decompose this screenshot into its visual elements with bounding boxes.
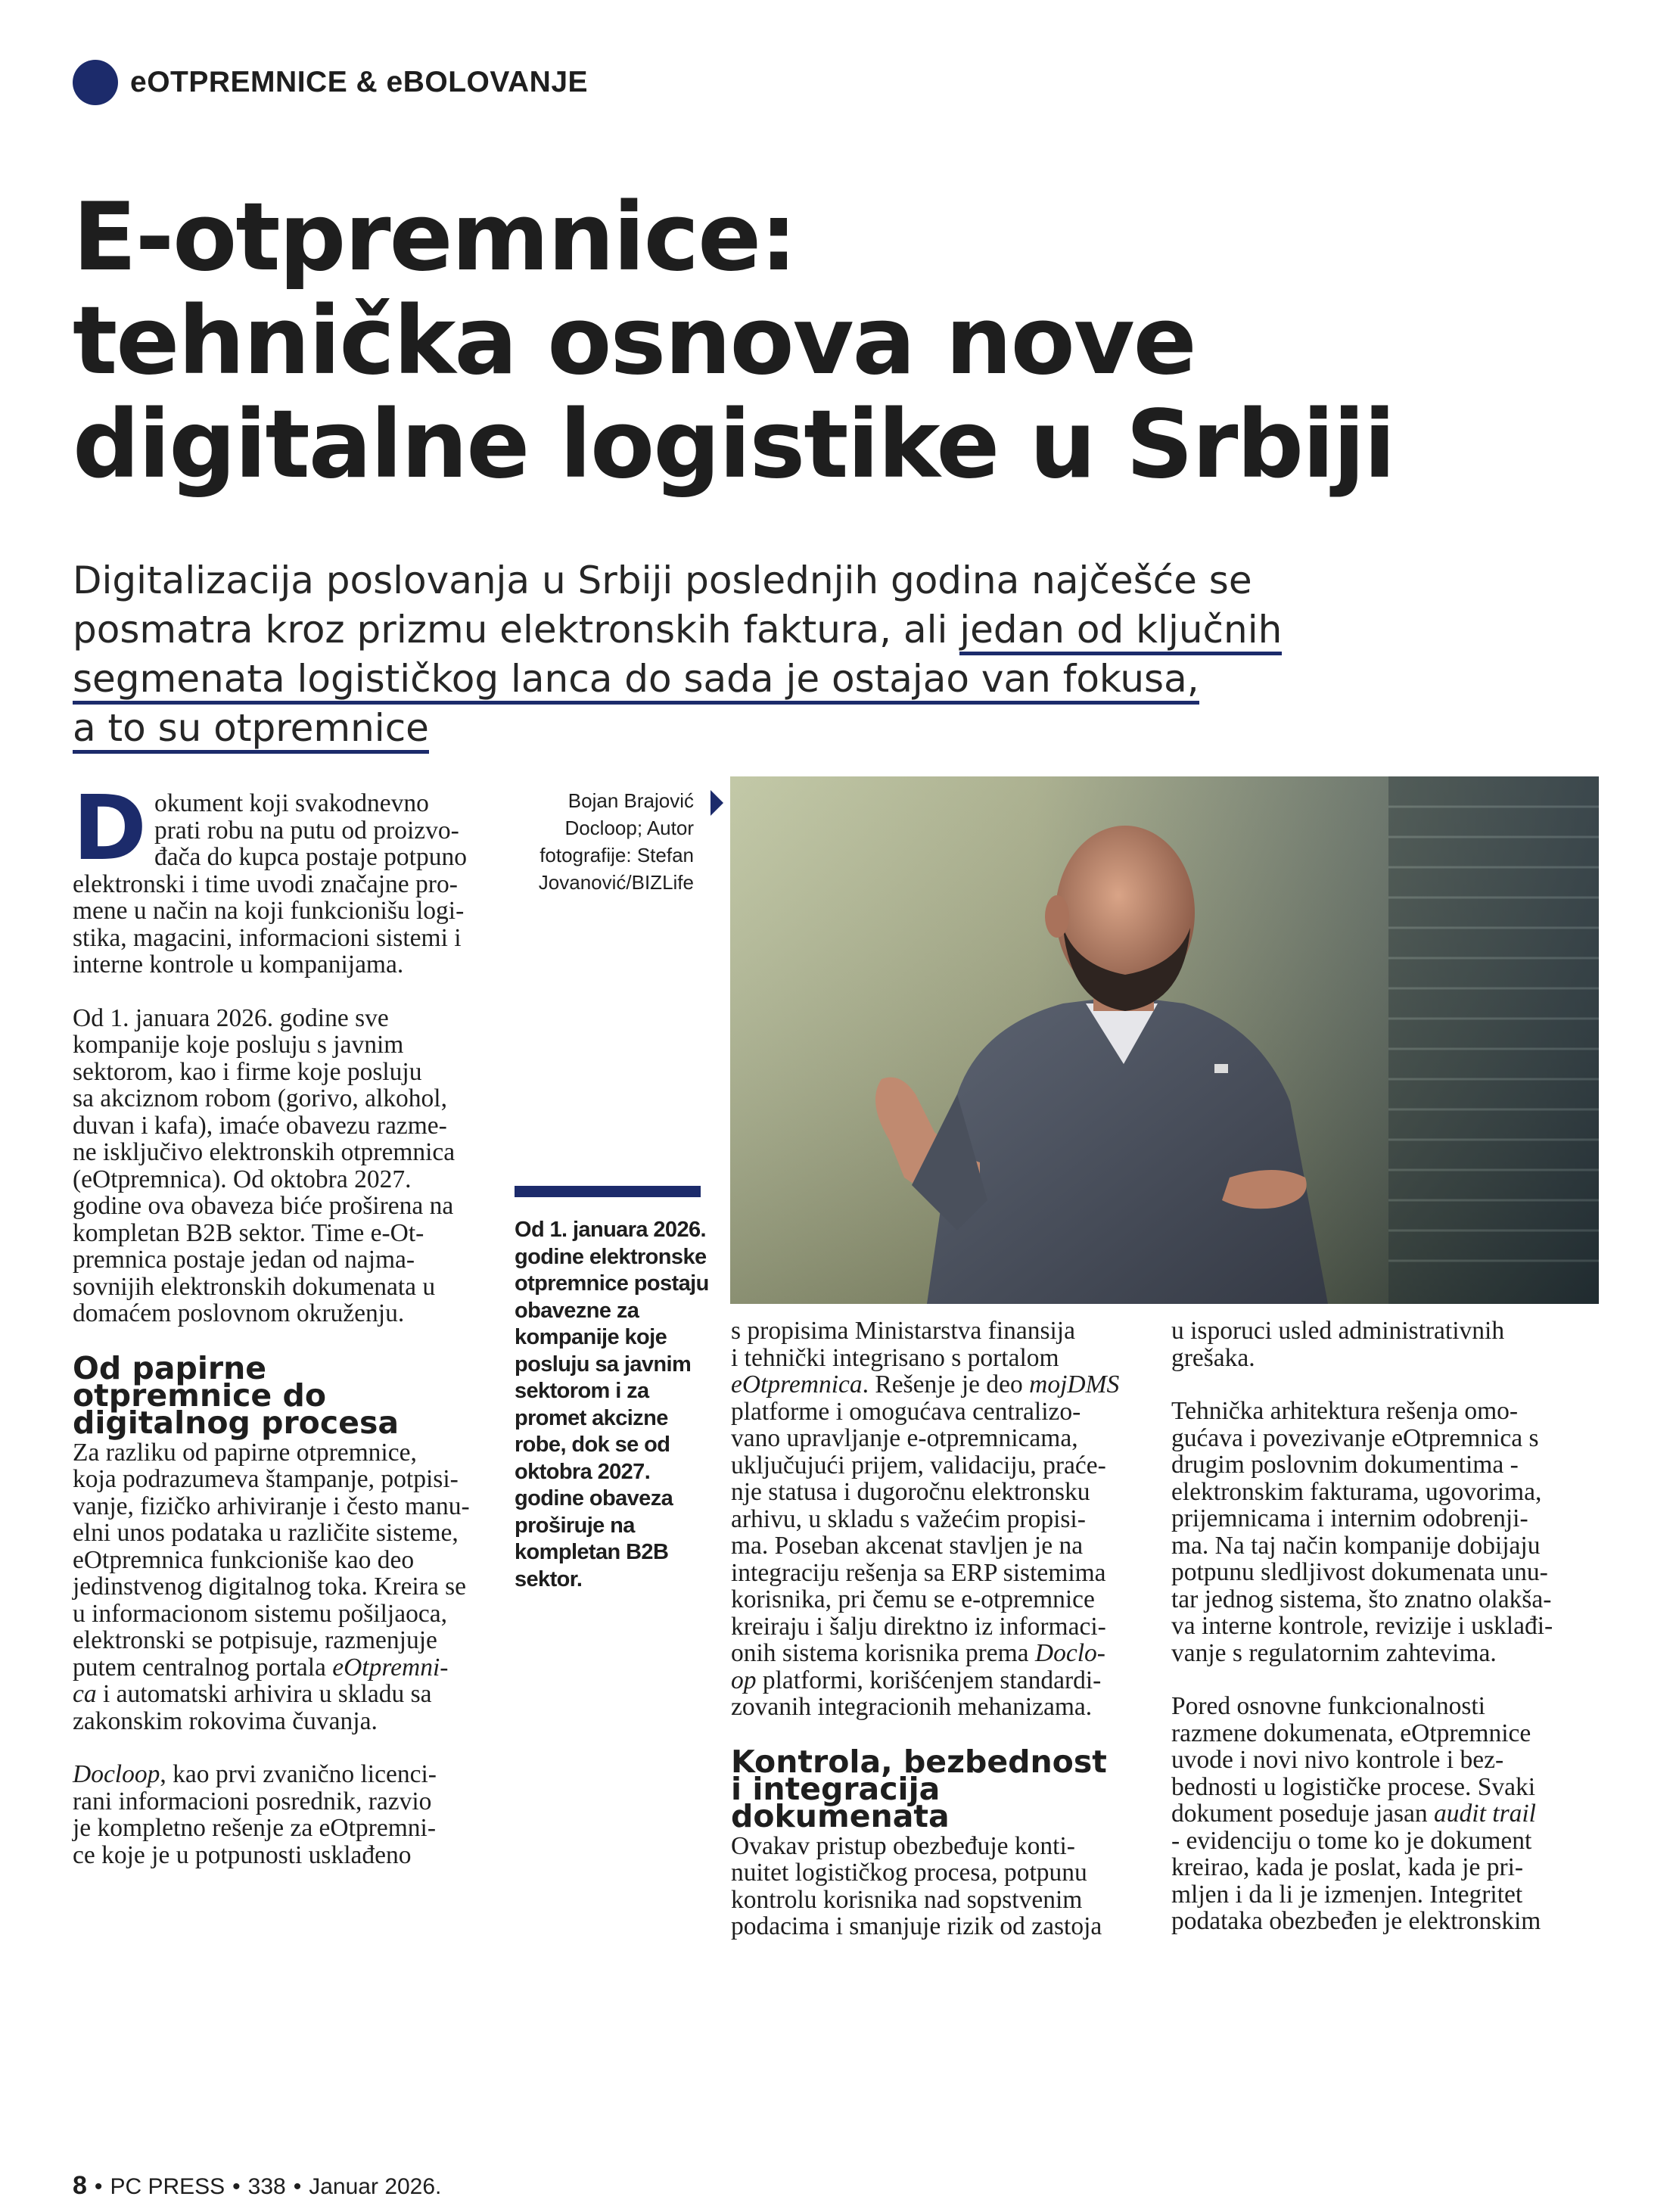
text-line: u isporuci usled administrativnih: [1171, 1317, 1505, 1345]
text-line: s propisima Ministarstva finansija: [731, 1317, 1075, 1345]
text-run: dokument poseduje jasan: [1171, 1800, 1435, 1828]
text-line: mene u način na koji funkcionišu logi-: [73, 897, 465, 925]
text-run: platformi, korišćenjem standardi-: [756, 1666, 1102, 1694]
text-line: Za razliku od papirne otpremnice,: [73, 1438, 417, 1467]
separator: •: [94, 2174, 103, 2199]
text-line: bednosti u logističke procese. Svaki: [1171, 1772, 1536, 1801]
text-line: interne kontrole u kompanijama.: [73, 950, 404, 978]
pullquote-bar: [515, 1186, 701, 1197]
text-line: vanje, fizičko arhiviranje i često manu-: [73, 1492, 470, 1520]
article-column-4: [1171, 1318, 1595, 1935]
pullquote-line: sektor.: [515, 1566, 583, 1591]
subheading-line: i integracija: [731, 1770, 941, 1807]
paragraph: [1171, 1398, 1595, 1666]
text-line: Od 1. januara 2026. godine sve: [73, 1003, 389, 1032]
paragraph: [73, 1439, 496, 1735]
pullquote-line: otpremnice postaju: [515, 1271, 709, 1296]
text-run-italic: eOtpremni-: [332, 1653, 449, 1682]
text-run-italic: ca: [73, 1680, 97, 1708]
text-line: kontrolu korisnika nad sopstvenim: [731, 1885, 1083, 1914]
text-run-italic: op: [731, 1666, 757, 1694]
pullquote-line: godine elektronske: [515, 1244, 707, 1269]
text-line: elektronskim fakturama, ugovorima,: [1171, 1477, 1542, 1506]
paragraph: [73, 1761, 496, 1868]
text-line: korisnika, pri čemu se e-otpremnice: [731, 1585, 1095, 1613]
lead-line: [73, 704, 1631, 753]
text-line: ne isključivo elektronskih otpremnica: [73, 1138, 456, 1166]
pullquote-line: robe, dok se od: [515, 1433, 670, 1457]
pullquote-line: kompletan B2B: [515, 1540, 669, 1564]
text-run-italic: eOtpremnica: [731, 1370, 863, 1398]
text-line: platforme i omogućava centralizo-: [731, 1397, 1081, 1426]
text-run-italic: Doclo-: [1034, 1639, 1105, 1667]
caption-line: Jovanović/BIZLife: [538, 871, 694, 894]
text-line: duvan i kafa), imaće obavezu razme-: [73, 1111, 447, 1140]
text-line: gućava i povezivanje eOtpremnica s: [1171, 1423, 1539, 1452]
text-line: zakonskim rokovima čuvanja.: [73, 1706, 378, 1735]
text-line: sovnijih elektronskih dokumenata u: [73, 1272, 436, 1301]
text-line: mljen i da li je izmenjen. Integritet: [1171, 1880, 1523, 1909]
text-line: (eOtpremnica). Od oktobra 2027.: [73, 1165, 412, 1193]
text-line: vano upravljanje e-otpremnicama,: [731, 1424, 1078, 1452]
text-line: sa akciznom robom (gorivo, alkohol,: [73, 1084, 447, 1112]
paragraph: [731, 1318, 1155, 1721]
text-line: kompanije koje posluju s javnim: [73, 1031, 404, 1059]
text-line: podacima i smanjuje rizik od zastoja: [731, 1912, 1102, 1940]
text-line: [73, 1654, 496, 1682]
text-run: , kao prvi zvanično licenci-: [160, 1760, 437, 1788]
text-run-italic: audit trail: [1434, 1800, 1536, 1828]
subheading: [73, 1349, 496, 1441]
text-line: vanje s regulatornim zahtevima.: [1171, 1638, 1497, 1667]
paragraph: [1171, 1318, 1595, 1371]
text-run: putem centralnog portala: [73, 1653, 333, 1682]
article-column-3: [731, 1318, 1155, 1940]
text-line: - evidenciju o tome ko je dokument: [1171, 1826, 1532, 1855]
page-number: 8: [73, 2171, 87, 2200]
text-line: nje statusa i dugoročnu elektronsku: [731, 1478, 1090, 1506]
text-line: koja podrazumeva štampanje, potpisi-: [73, 1465, 459, 1493]
text-line: i tehnički integrisano s portalom: [731, 1343, 1059, 1372]
text-line: elektronski i time uvodi značajne pro-: [73, 870, 458, 898]
issue-date: Januar 2026.: [309, 2174, 442, 2199]
text-line: rani informacioni posrednik, razvio: [73, 1787, 432, 1815]
text-run: onih sistema korisnika prema: [731, 1639, 1035, 1667]
text-line: zovanih integracionih mehanizama.: [731, 1693, 1093, 1721]
text-line: [73, 1761, 496, 1788]
text-line: premnica postaje jedan od najma-: [73, 1246, 415, 1274]
text-line: godine ova obaveza biće proširena na: [73, 1192, 454, 1220]
lead-text: posmatra kroz prizmu elektronskih faktura, ali: [73, 608, 960, 652]
pullquote-line: kompanije koje: [515, 1325, 667, 1349]
dropcap: D: [73, 776, 147, 880]
text-line: u informacionom sistemu pošiljaoca,: [73, 1599, 447, 1628]
text-line: elni unos podataka u različite sisteme,: [73, 1519, 459, 1547]
text-line: je kompletno rešenje za eOtpremni-: [73, 1814, 436, 1842]
text-line: prati robu na putu od proizvo-: [154, 816, 459, 845]
lead-paragraph: [73, 556, 1631, 753]
lead-line: Digitalizacija poslovanja u Srbiji poslednjih godina najčešće se: [73, 558, 1252, 602]
text-line: Ovakav pristup obezbeđuje konti-: [731, 1831, 1075, 1860]
text-line: ma. Poseban akcenat stavljen je na: [731, 1532, 1084, 1560]
lead-line: [73, 655, 1631, 704]
lead-highlight: segmenata logističkog lanca do sada je ostajao van fokusa,: [73, 657, 1199, 705]
headline-line: E-otpremnice:: [73, 183, 796, 292]
magazine-name: PC PRESS: [110, 2174, 225, 2199]
pullquote: [515, 1217, 711, 1593]
text-line: ma. Na taj način kompanije dobijaju: [1171, 1531, 1541, 1560]
text-line: potpunu sledljivost dokumenata unu-: [1171, 1558, 1548, 1586]
text-line: jedinstvenog digitalnog toka. Kreira se: [73, 1573, 467, 1601]
text-line: tar jednog sistema, što znatno olakša-: [1171, 1585, 1552, 1613]
caption-line: fotografije: Stefan: [539, 844, 694, 866]
caption-line: Docloop; Autor: [564, 817, 694, 839]
text-run-italic: Docloop: [73, 1760, 160, 1788]
text-run: . Rešenje je deo: [862, 1370, 1030, 1398]
photo-caption: [496, 787, 694, 896]
headline-line: tehnička osnova nove: [73, 287, 1196, 396]
text-run: i automatski arhivira u skladu sa: [96, 1680, 432, 1708]
text-line: ce koje je u potpunosti usklađeno: [73, 1840, 412, 1869]
subheading-line: dokumenata: [731, 1797, 950, 1834]
text-line: uvode i novi nivo kontrole i bez-: [1171, 1746, 1504, 1774]
pullquote-line: promet akcizne: [515, 1405, 668, 1430]
section-marker-dot: [73, 60, 118, 105]
portrait-illustration: [730, 776, 1599, 1304]
text-line: arhivu, u skladu s važećim propisi-: [731, 1504, 1086, 1533]
headline: [73, 183, 1624, 499]
text-line: drugim poslovnim dokumentima -: [1171, 1451, 1519, 1479]
lead-highlight: jedan od ključnih: [959, 608, 1282, 655]
issue-number: 338: [247, 2174, 286, 2199]
text-run-italic: mojDMS: [1029, 1370, 1120, 1398]
separator: •: [232, 2174, 241, 2199]
text-line: razmene dokumenata, eOtpremnice: [1171, 1719, 1531, 1747]
text-line: domaćem poslovnom okruženju.: [73, 1299, 405, 1327]
subheading-line: otpremnice do: [73, 1377, 327, 1414]
text-line: Pored osnovne funkcionalnosti: [1171, 1692, 1485, 1720]
lead-line: [73, 605, 1631, 655]
text-line: Tehnička arhitektura rešenja omo-: [1171, 1397, 1519, 1425]
subheading-line: Kontrola, bezbednost: [731, 1743, 1107, 1780]
pullquote-line: proširuje na: [515, 1513, 635, 1538]
text-line: [73, 1681, 496, 1708]
lead-highlight: a to su otpremnice: [73, 706, 429, 754]
pullquote-line: sektorom i za: [515, 1379, 649, 1403]
text-line: uključujući prijem, validaciju, praće-: [731, 1451, 1106, 1479]
subheading-line: Od papirne: [73, 1349, 267, 1386]
text-line: kreirao, kada je poslat, kada je pri-: [1171, 1853, 1524, 1881]
intro-paragraph: [73, 776, 496, 978]
paragraph: [1171, 1693, 1595, 1935]
text-line: nuitet logističkog procesa, potpunu: [731, 1859, 1087, 1887]
caption-arrow-icon: [711, 790, 723, 816]
text-line: podataka obezbeđen je elektronskim: [1171, 1907, 1541, 1935]
caption-line: Bojan Brajović: [567, 789, 694, 812]
text-line: okument koji svakodnevno: [154, 789, 429, 817]
pullquote-line: obavezne za: [515, 1298, 639, 1323]
pullquote-line: oktobra 2027.: [515, 1459, 651, 1484]
subheading-line: digitalnog procesa: [73, 1404, 400, 1441]
paragraph: [73, 1005, 496, 1327]
text-line: [1171, 1800, 1595, 1828]
text-line: integraciju rešenja sa ERP sistemima: [731, 1558, 1106, 1587]
pullquote-line: Od 1. januara 2026.: [515, 1218, 706, 1242]
text-line: eOtpremnica funkcioniše kao deo: [73, 1545, 415, 1574]
text-line: [731, 1371, 1155, 1398]
text-line: va interne kontrole, revizije i usklađi-: [1171, 1612, 1553, 1640]
portrait-photo: [730, 776, 1599, 1304]
subheading: [731, 1743, 1155, 1834]
text-line: stika, magacini, informacioni sistemi i: [73, 923, 462, 952]
text-line: kompletan B2B sektor. Time e-Ot-: [73, 1218, 424, 1247]
headline-line: digitalne logistike u Srbiji: [73, 390, 1395, 499]
text-line: elektronski se potpisuje, razmenjuje: [73, 1626, 437, 1654]
text-line: sektorom, kao i firme koje posluju: [73, 1057, 422, 1086]
text-line: grešaka.: [1171, 1343, 1255, 1372]
paragraph: [731, 1833, 1155, 1940]
text-line: prijemnicama i internim odobrenji-: [1171, 1504, 1528, 1532]
text-line: kreiraju i šalju direktno iz informaci-: [731, 1612, 1106, 1641]
separator: •: [293, 2174, 302, 2199]
pullquote-line: godine obaveza: [515, 1486, 673, 1510]
text-line: [731, 1667, 1155, 1694]
pullquote-line: posluju sa javnim: [515, 1352, 692, 1377]
text-line: [731, 1640, 1155, 1667]
page-footer: [73, 2172, 441, 2201]
section-label: eOTPREMNICE & eBOLOVANJE: [130, 66, 589, 98]
text-line: đača do kupca postaje potpuno: [154, 843, 467, 871]
article-column-1: [73, 776, 496, 1869]
